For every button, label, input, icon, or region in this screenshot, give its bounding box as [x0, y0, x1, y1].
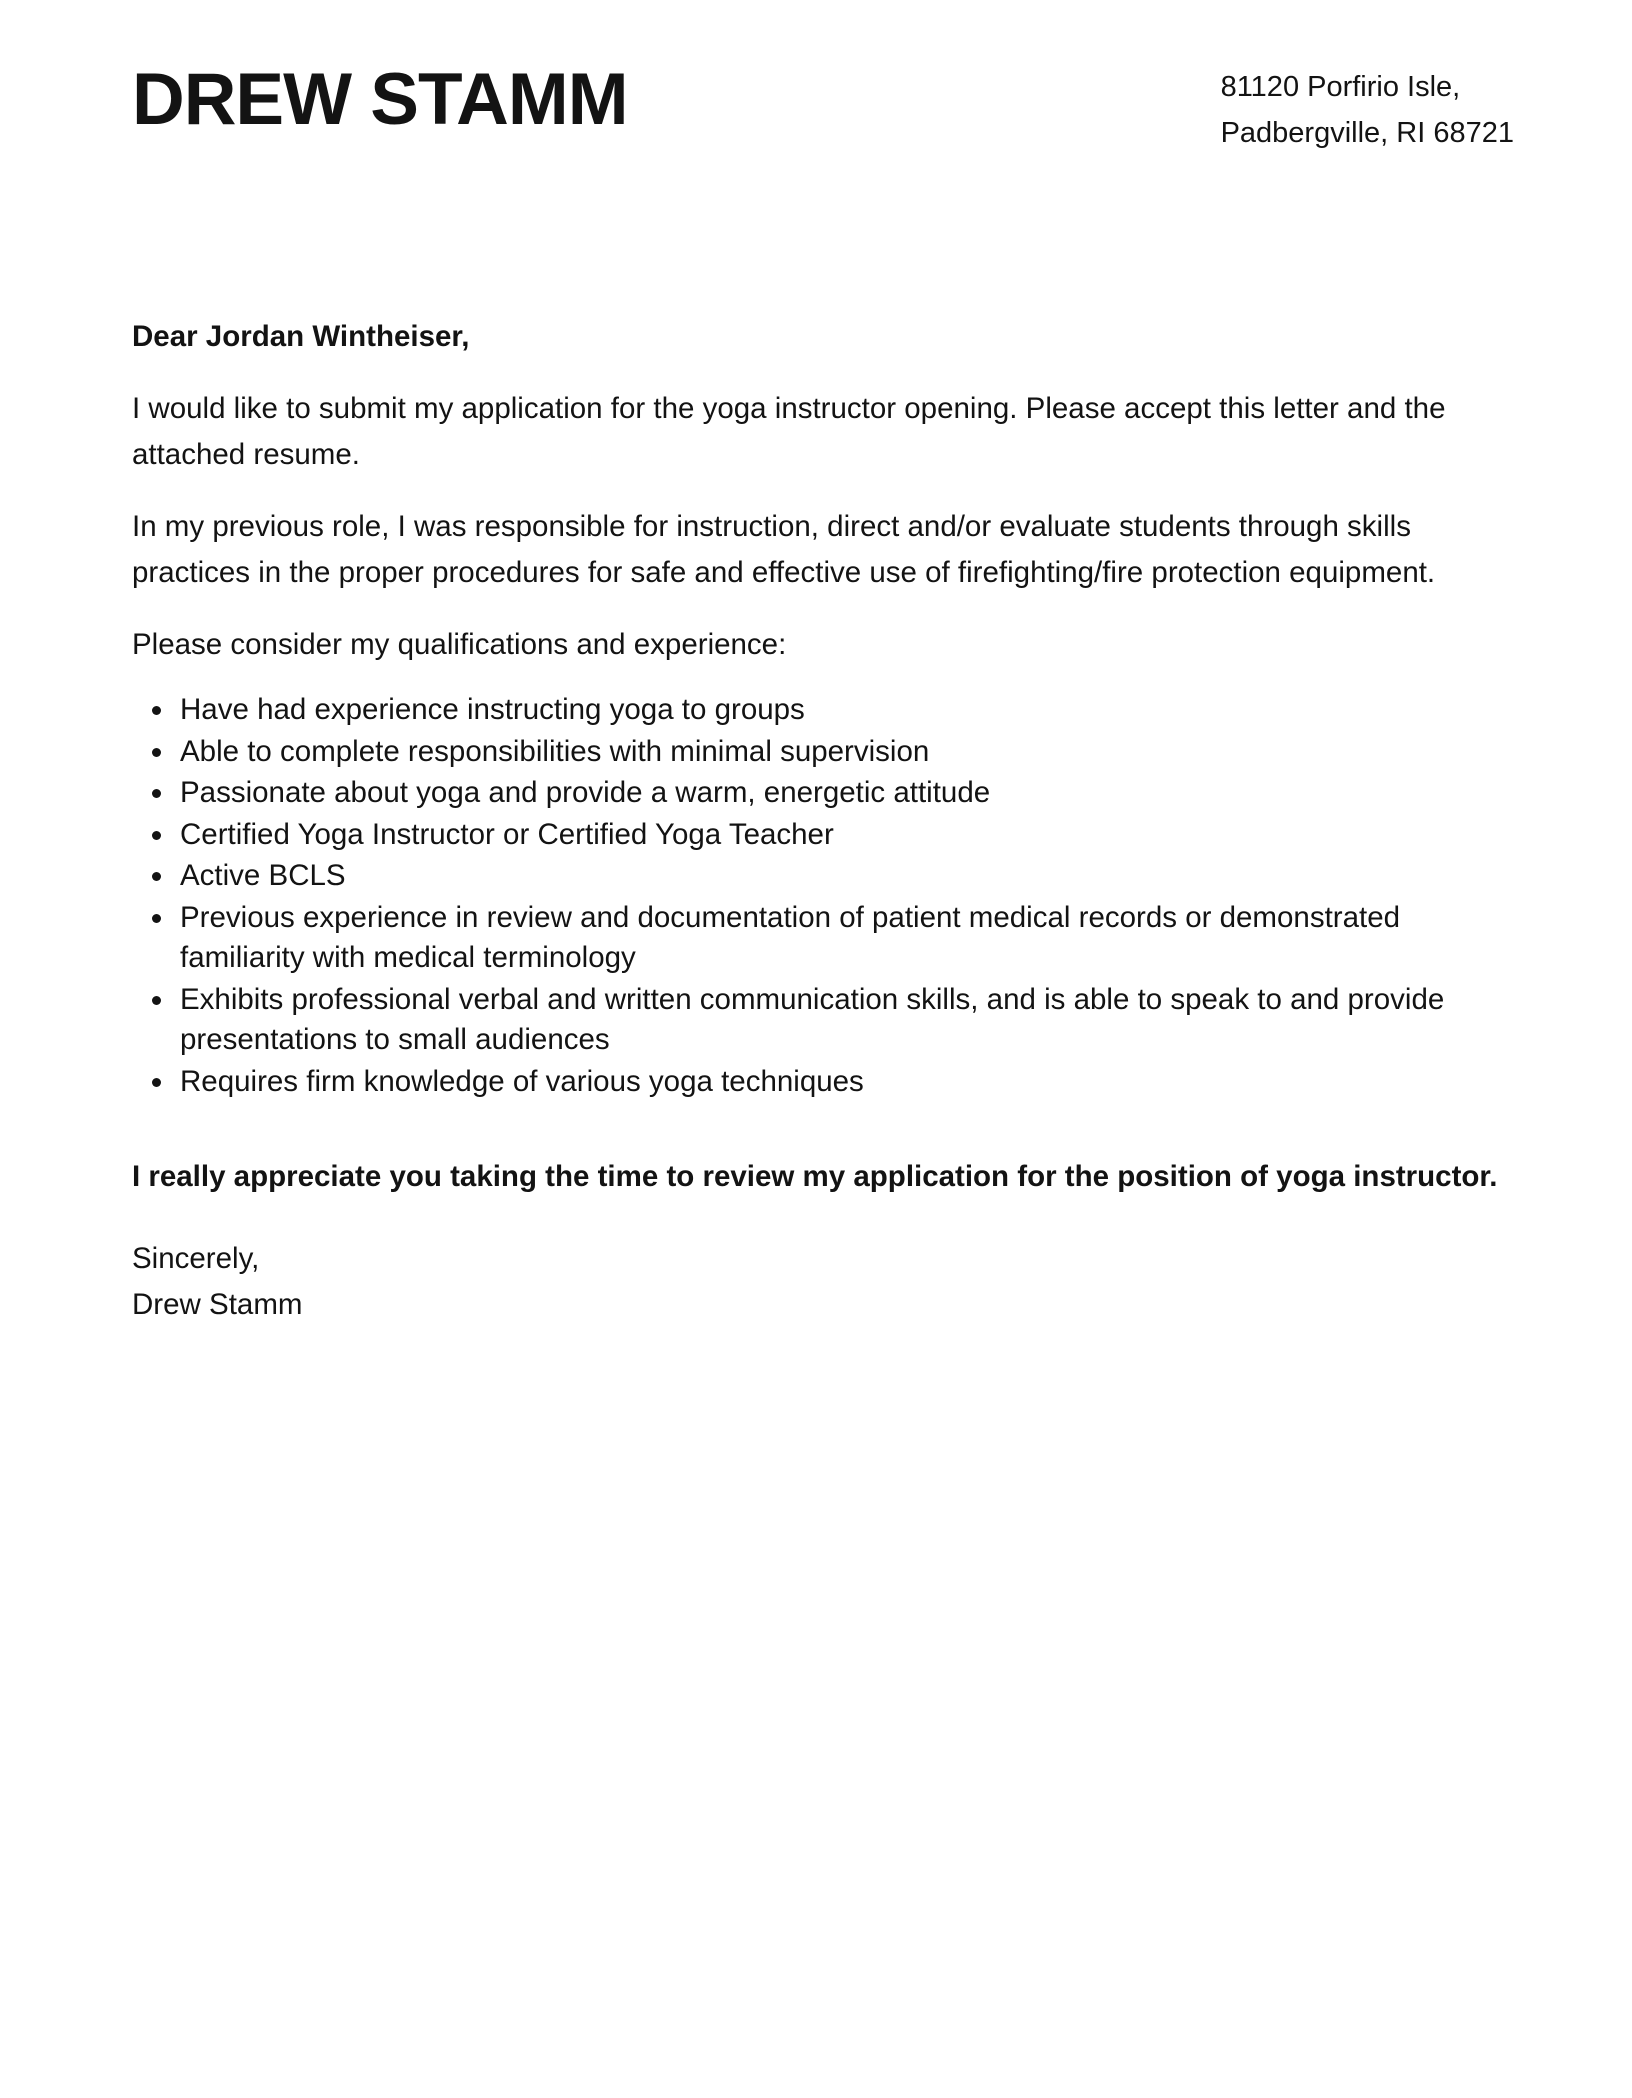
qualification-item: • Previous experience in review and documentation of patient medical records or demonstrated familiarity with medical terminology: [176, 898, 1514, 979]
letter-body: [132, 314, 1514, 1328]
qualification-item: • Certified Yoga Instructor or Certified Yoga Teacher: [176, 815, 1514, 856]
qualification-item: • Have had experience instructing yoga to groups: [176, 690, 1514, 731]
qualification-item: • Able to complete responsibilities with minimal supervision: [176, 732, 1514, 773]
qualifications-list: [132, 690, 1514, 1102]
address-line-2: Padbergville, RI 68721: [1220, 117, 1514, 149]
sender-address: [1221, 64, 1514, 156]
qualification-item: • Active BCLS: [176, 856, 1514, 897]
qualification-item: • Exhibits professional verbal and written communication skills, and is able to speak to and provide presentations to small audiences: [176, 980, 1514, 1061]
signoff-block: [132, 1236, 1514, 1328]
sender-name: DREW STAMM: [132, 59, 628, 140]
letter-header: [132, 52, 1514, 156]
qualification-item: • Passionate about yoga and provide a warm, energetic attitude: [176, 773, 1514, 814]
paragraph-qualifications-lead: Please consider my qualifications and experience:: [132, 628, 787, 661]
address-line-1: 81120 Porfirio Isle,: [1220, 71, 1461, 103]
paragraph-previous-role: In my previous role, I was responsible for instruction, direct and/or evaluate students through skills practices in the proper procedures for safe and effective use of firefighting/fire protection equipment.: [132, 510, 1436, 589]
closing-paragraph: I really appreciate you taking the time to review my application for the position of yoga instructor.: [132, 1160, 1498, 1193]
signature-name: Drew Stamm: [132, 1288, 303, 1321]
greeting: Dear Jordan Wintheiser,: [132, 320, 470, 353]
paragraph-application-intro: I would like to submit my application for the yoga instructor opening. Please accept this letter and the attached resume.: [132, 392, 1446, 471]
qualification-item: • Requires firm knowledge of various yoga techniques: [176, 1062, 1514, 1103]
signoff: Sincerely,: [132, 1242, 260, 1275]
